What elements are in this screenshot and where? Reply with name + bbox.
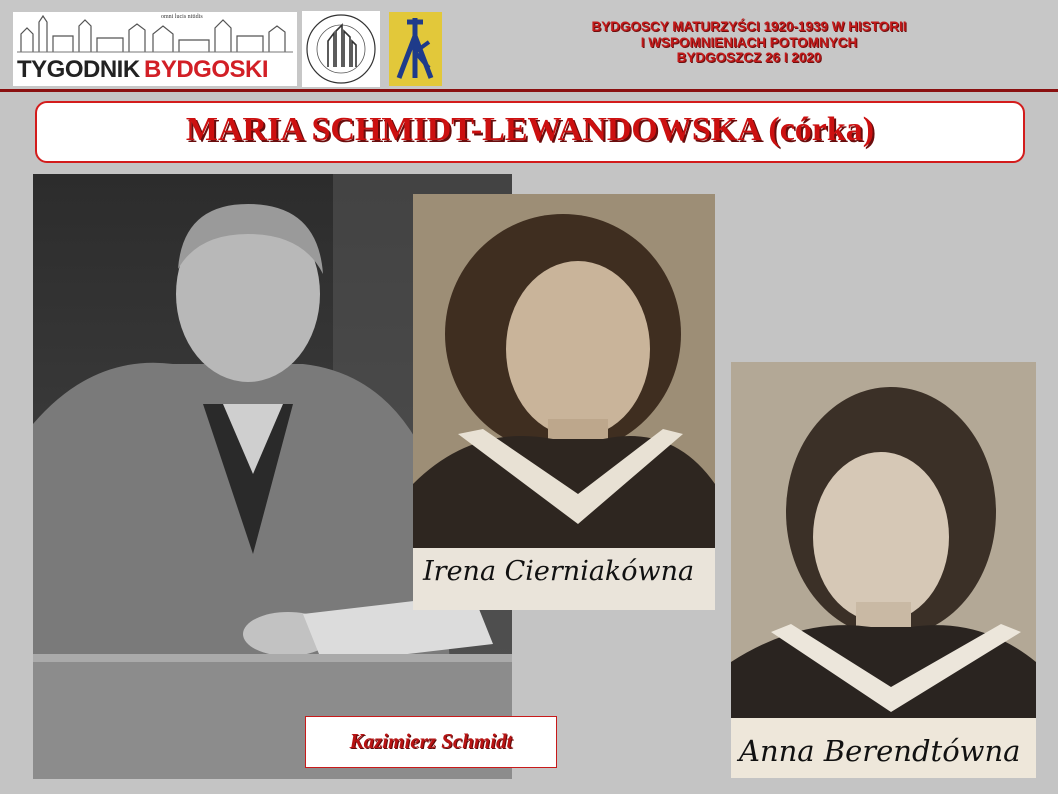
logo-word-tygodnik: TYGODNIK xyxy=(17,56,140,83)
header-line-3: BYDGOSZCZ 26 I 2020 xyxy=(676,50,822,65)
header-title-block xyxy=(470,19,1028,66)
header-line-2: I WSPOMNIENIACH POTOMNYCH xyxy=(640,34,858,50)
anchor-emblem-icon xyxy=(389,12,442,86)
header-divider xyxy=(0,89,1058,92)
header-bar xyxy=(0,0,1058,90)
tygodnik-bydgoski-logo xyxy=(13,12,297,86)
seminary-seal-logo xyxy=(302,11,380,87)
header-line-1: BYDGOSCY MATURZYŚCI 1920-1939 W HISTORII xyxy=(591,19,907,34)
logo-motto: omni lucis nitidis xyxy=(161,14,203,20)
signature-irena: Irena Cierniakówna xyxy=(423,556,695,587)
armia-krajowa-logo xyxy=(389,12,442,86)
photo-anna-berendtowna xyxy=(731,362,1036,778)
portrait-woman-1-image xyxy=(413,194,715,548)
caption-text: Kazimierz Schmidt xyxy=(349,729,513,753)
slide-title: MARIA SCHMIDT-LEWANDOWSKA (córka) xyxy=(185,111,875,148)
logo-word-bydgoski: BYDGOSKI xyxy=(144,56,269,83)
seal-emblem-icon xyxy=(302,11,380,87)
signature-anna: Anna Berendtówna xyxy=(739,734,1021,768)
photo-irena-cierniakowna xyxy=(413,194,715,610)
portrait-woman-2-image xyxy=(731,362,1036,718)
city-skyline-icon xyxy=(13,12,297,56)
caption-kazimierz-schmidt xyxy=(305,716,557,768)
title-box xyxy=(35,101,1025,163)
